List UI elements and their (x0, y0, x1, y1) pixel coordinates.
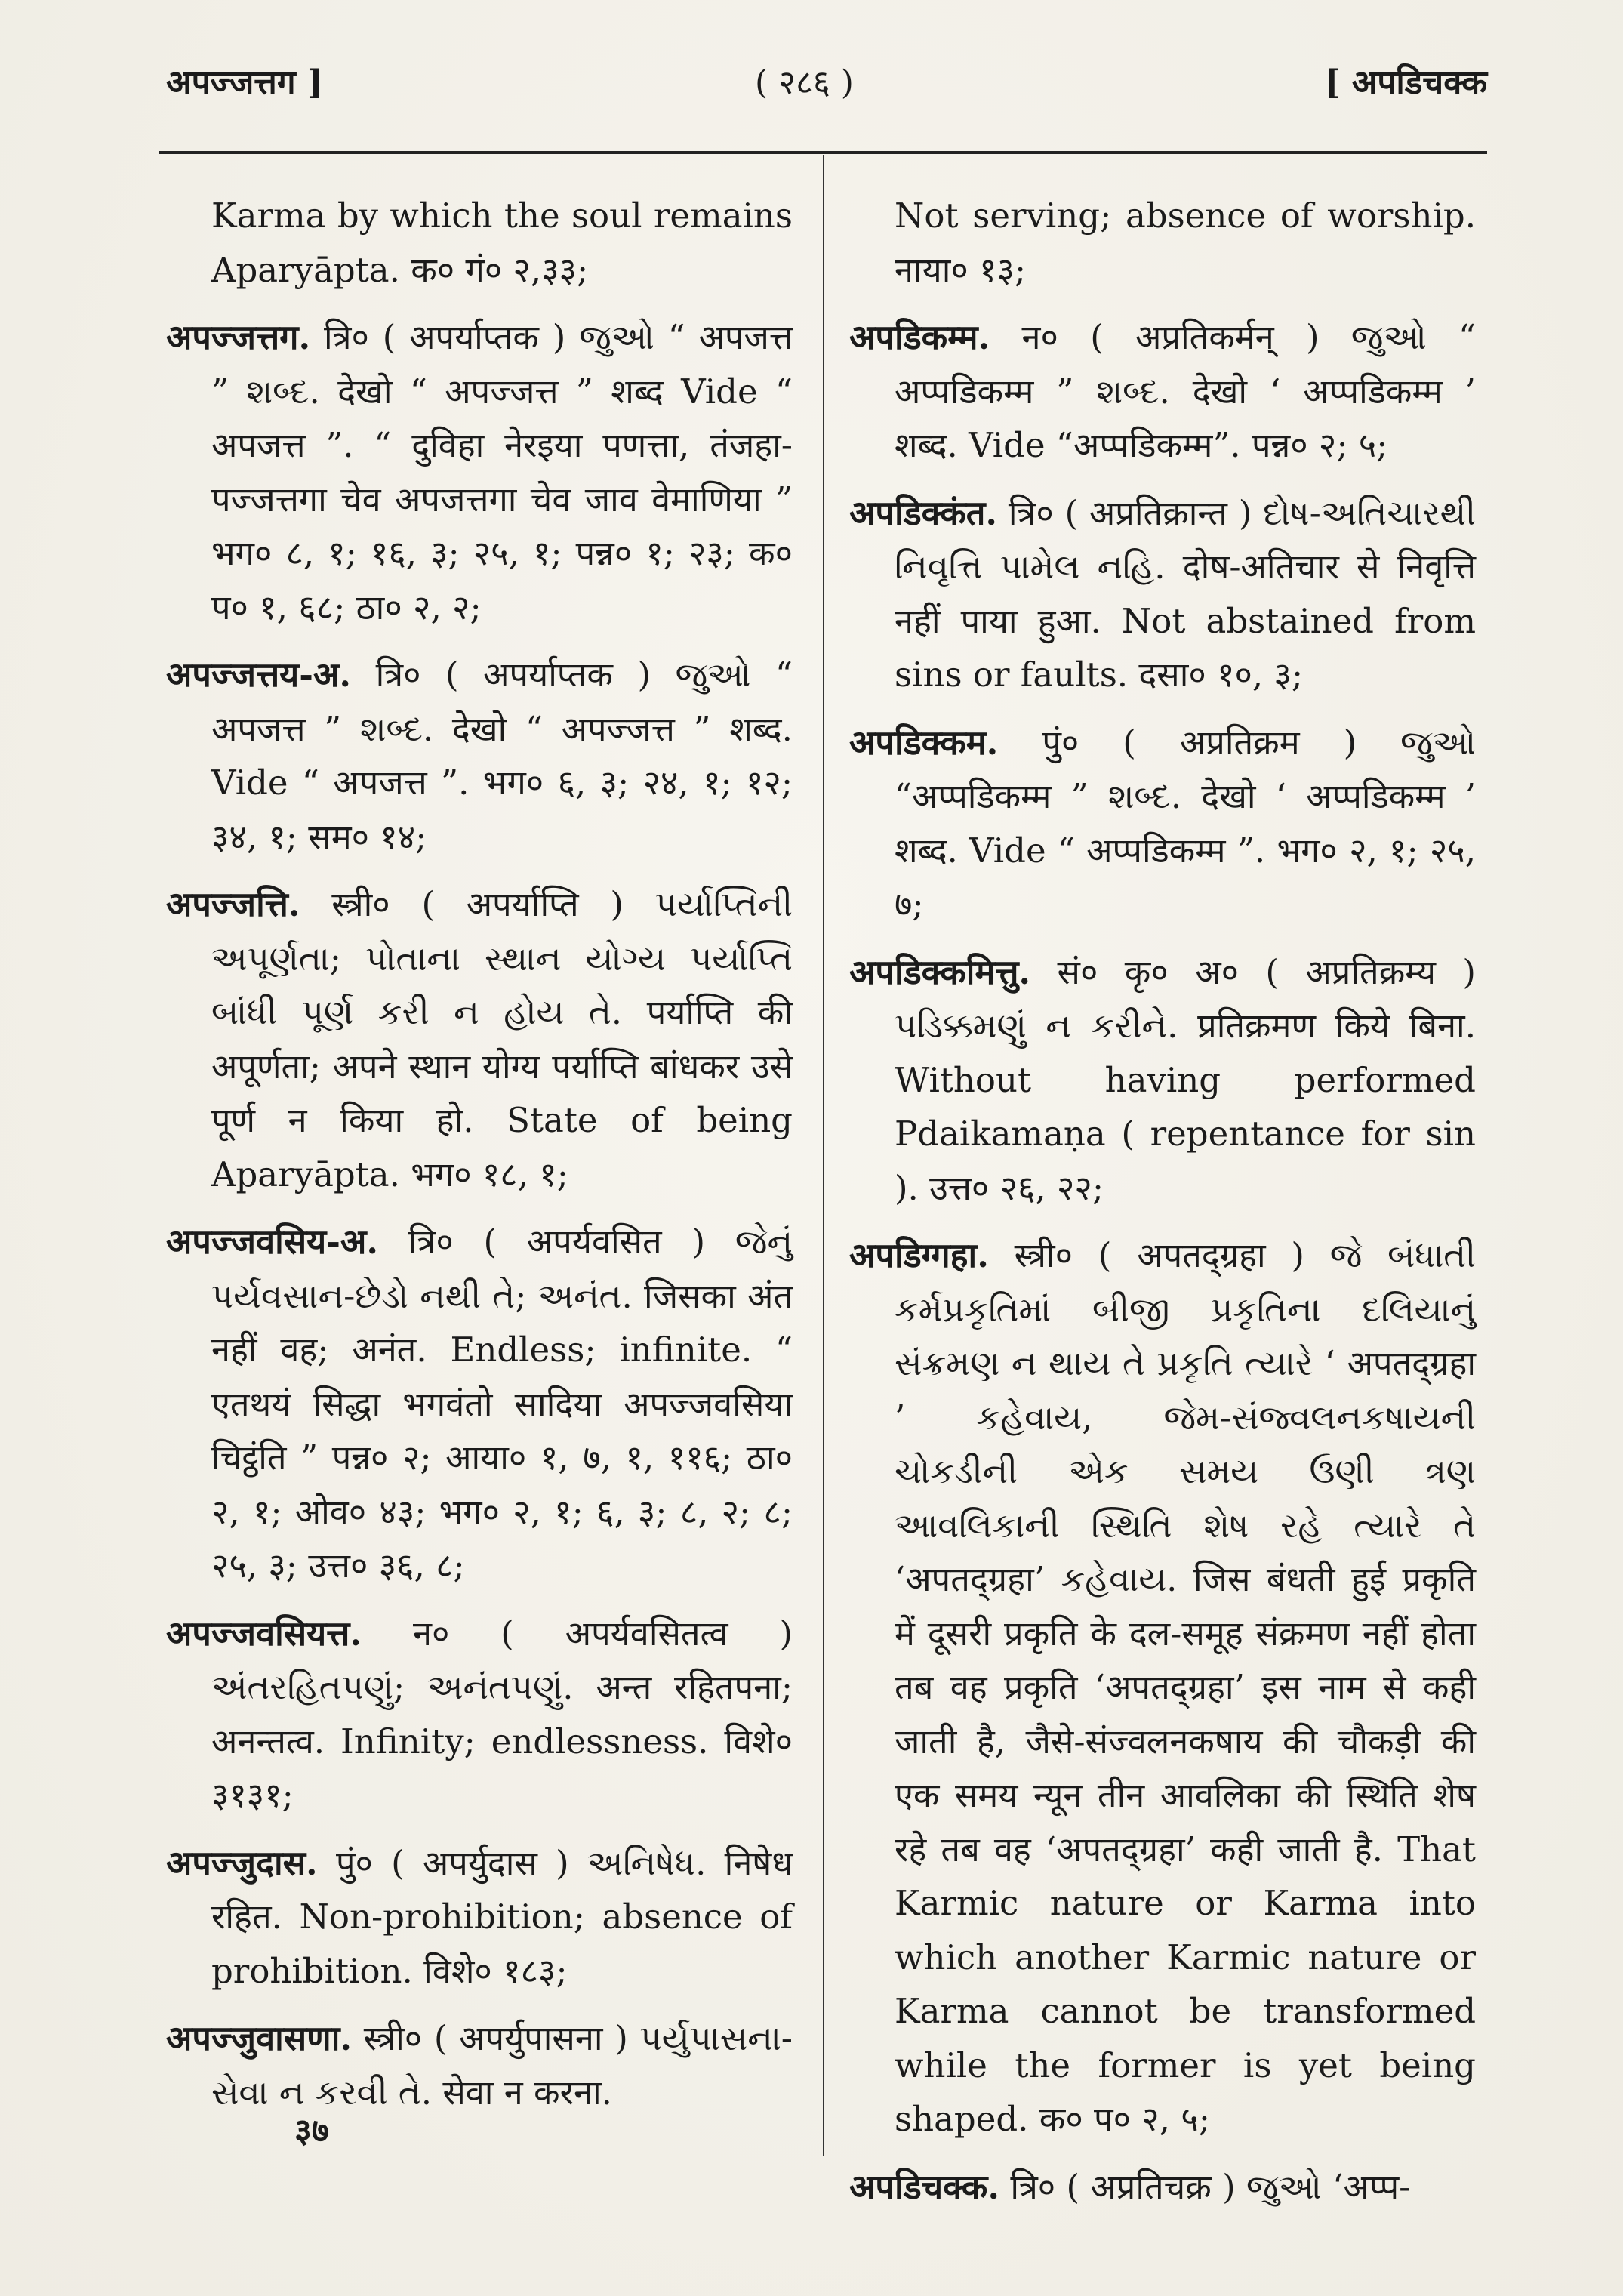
entry-text: त्रि० ( अपर्याप्तक ) જુઓ “ अपजत्त ” શબ્દ. देखो “ अपज्जत्त ” शब्द Vide “ अपजत्त ”. “ दुविहा नेरइया पणत्ता, तंजहा-पज्जत्तगा चेव अपजत्तगा चेव जाव वेमाणिया ” भग० ८, १; १६, ३; २५, १; पन्न० १; २३; क० प० १, ६८; ठा० २, २; (211, 317, 793, 627)
entry-headword: अपज्जत्ति. (166, 884, 300, 924)
entry-text: न० ( अपर्यवसितत्व ) અંતરહિતપણું; અનંતપણું. अन्त रहितपना; अनन्तत्व. Infinity; endlessness. विशे० ३१३१; (211, 1613, 793, 1815)
entry-text: त्रि० ( अपर्यवसित ) જેનું પર્યવસાન-છેડો નથી તે; અનંત. जिसका अंत नहीं वह; अनंत. Endless; infinite. “ एतथयं सिद्धा भगवंतो सादिया अपज्जवसिया चिट्ठंति ” पन्न० २; आया० १, ७, १, ११६; ठा० २, १; ओव० ४३; भग० २, १; ६, ३; ८, २; ८; २५, ३; उत्त० ३६, ८; (211, 1222, 793, 1586)
entry-headword: अपज्जत्तय-अ. (166, 655, 351, 695)
entry-text: त्रि० ( अप्रतिक्रान्त ) દોષ-અતિચારથી નિવૃત્તિ પામેલ નહિ. दोष-अतिचार से निवृत्ति नहीं पाया हुआ. Not abstained from sins or faults. दसा० १०, ३; (895, 492, 1476, 695)
entry-text: Not serving; absence of worship. नाया० १३; (895, 196, 1476, 290)
column-divider (823, 155, 824, 2156)
header-rule (159, 151, 1487, 154)
dictionary-entry (166, 2011, 793, 2119)
entry-text: सं० कृ० अ० ( अप्रतिक्रम्य ) પડિક્કમણું ન કરીને. प्रतिक्रमण किये बिना. Without having performed Pdaikamaṇa ( repentance for sin ). उत्त० २६, २२; (895, 951, 1476, 1208)
dictionary-entry (849, 2160, 1476, 2214)
dictionary-entry (849, 716, 1476, 932)
entry-headword: अपज्जत्तग. (166, 317, 311, 357)
entry-text: स्त्री० ( अपर्युपासना ) પર્યુપાસના-સેવા ન કરવી તે. सेवा न करना. (211, 2018, 793, 2113)
entry-text: त्रि० ( अपर्याप्तक ) જુઓ “ अपजत्त ” શબ્દ. देखो “ अपज्जत्त ” शब्द. Vide “ अपजत्त ”. भग० ६, ३; २४, १; १२; ३४, १; सम० १४; (211, 655, 793, 857)
dictionary-entry (849, 1228, 1476, 2147)
entry-headword: अपज्जवसियत्त. (166, 1613, 362, 1653)
entry-headword: अपडिक्कम. (849, 722, 999, 763)
entry-headword: अपज्जुदास. (166, 1842, 318, 1883)
header-last-entry: [ अपडिचक्क (1324, 63, 1487, 102)
entry-headword: अपडिक्कमित्तु. (849, 951, 1031, 992)
dictionary-entry (166, 189, 793, 297)
header-first-entry: अपज्जत्तग ] (166, 63, 323, 102)
dictionary-entry (166, 1215, 793, 1593)
dictionary-entry (849, 945, 1476, 1216)
dictionary-entry (166, 877, 793, 1201)
page-header (159, 53, 1487, 121)
dictionary-entry (166, 1607, 793, 1823)
dictionary-entry (166, 648, 793, 864)
dictionary-entry (849, 189, 1476, 297)
entry-headword: अपडिक्कंत. (849, 492, 998, 533)
dictionary-entry (849, 310, 1476, 473)
entry-text: त्रि० ( अप्रतिचक्र ) જુઓ ‘अप्प- (1010, 2166, 1411, 2207)
entry-text: पुं० ( अपर्युदास ) અનિષેધ. निषेध रहित. Non-prohibition; absence of prohibition. विशे० १८३; (211, 1842, 793, 1991)
right-column (849, 189, 1476, 2227)
entry-headword: अपडिचक्क. (849, 2166, 999, 2207)
entry-headword: अपडिग्गहा. (849, 1235, 989, 1275)
left-column (166, 189, 793, 2133)
entry-text: स्त्री० ( अपतद्ग्रहा ) જે બંધાતી કર્મપ્રકૃતિમાં બીજી પ્રકૃતિના દલિયાનું સંક્રમણ ન થાય તે પ્રકૃતિ ત્યારે ‘ अपतद्ग्रहा ’ કહેવાય, જેમ-સંજ્વલનકષાયની ચોકડીની એક સમય ઉણી ત્રણ આવલિકાની સ્થિતિ શેષ રહે ત્યારે તે ‘अपतद्ग्रहा’ કહેવાય. जिस बंधती हुई प्रकृति में दूसरी प्रकृति के दल-समूह संक्रमण नहीं होता तब वह प्रकृति ‘अपतद्ग्रहा’ इस नाम से कही जाती है, जैसे-संज्वलनकषाय की चौकड़ी की एक समय न्यून तीन आवलिका की स्थिति शेष रहे तब वह ‘अपतद्ग्रहा’ कही जाती है. That Karmic nature or Karma into which another Karmic nature or Karma cannot be transformed while the former is yet being shaped. क० प० २, ५; (895, 1235, 1476, 2139)
entry-headword: अपज्जवसिय-अ. (166, 1222, 378, 1262)
entry-headword: अपज्जुवासणा. (166, 2018, 353, 2058)
entry-headword: अपडिकम्म. (849, 317, 990, 357)
header-page-number: ( २८६ ) (755, 63, 854, 102)
dictionary-entry (849, 486, 1476, 702)
printer-signature: ३७ (294, 2112, 329, 2150)
dictionary-entry (166, 1836, 793, 1999)
entry-text: पुं० ( अप्रतिक्रम ) જુઓ “अप्पडिकम्म ” શબ્દ. देखो ‘ अप्पडिकम्म ’ शब्द. Vide “ अप्पडिकम्म ”. भग० २, १; २५, ७; (895, 722, 1476, 924)
dictionary-entry (166, 310, 793, 634)
entry-text: न० ( अप्रतिकर्मन् ) જુઓ “ अप्पडिकम्म ” શબ્દ. देखो ‘ अप्पडिकम्म ’ शब्द. Vide “अप्पडिकम्म”. पन्न० २; ५; (895, 317, 1476, 465)
entry-text: स्त्री० ( अपर्याप्ति ) પર્યાપ્તિની અપૂર્ણતા; પોતાના સ્થાન યોગ્ય પર્યાપ્તિ બાંધી પૂર્ણ કરી ન હોય તે. पर्याप्ति की अपूर्णता; अपने स्थान योग्य पर्याप्ति बांधकर उसे पूर्ण न किया हो. State of being Aparyāpta. भग० १८, १; (211, 884, 793, 1194)
entry-text: Karma by which the soul remains Aparyāpta. क० गं० २,३३; (211, 196, 793, 290)
